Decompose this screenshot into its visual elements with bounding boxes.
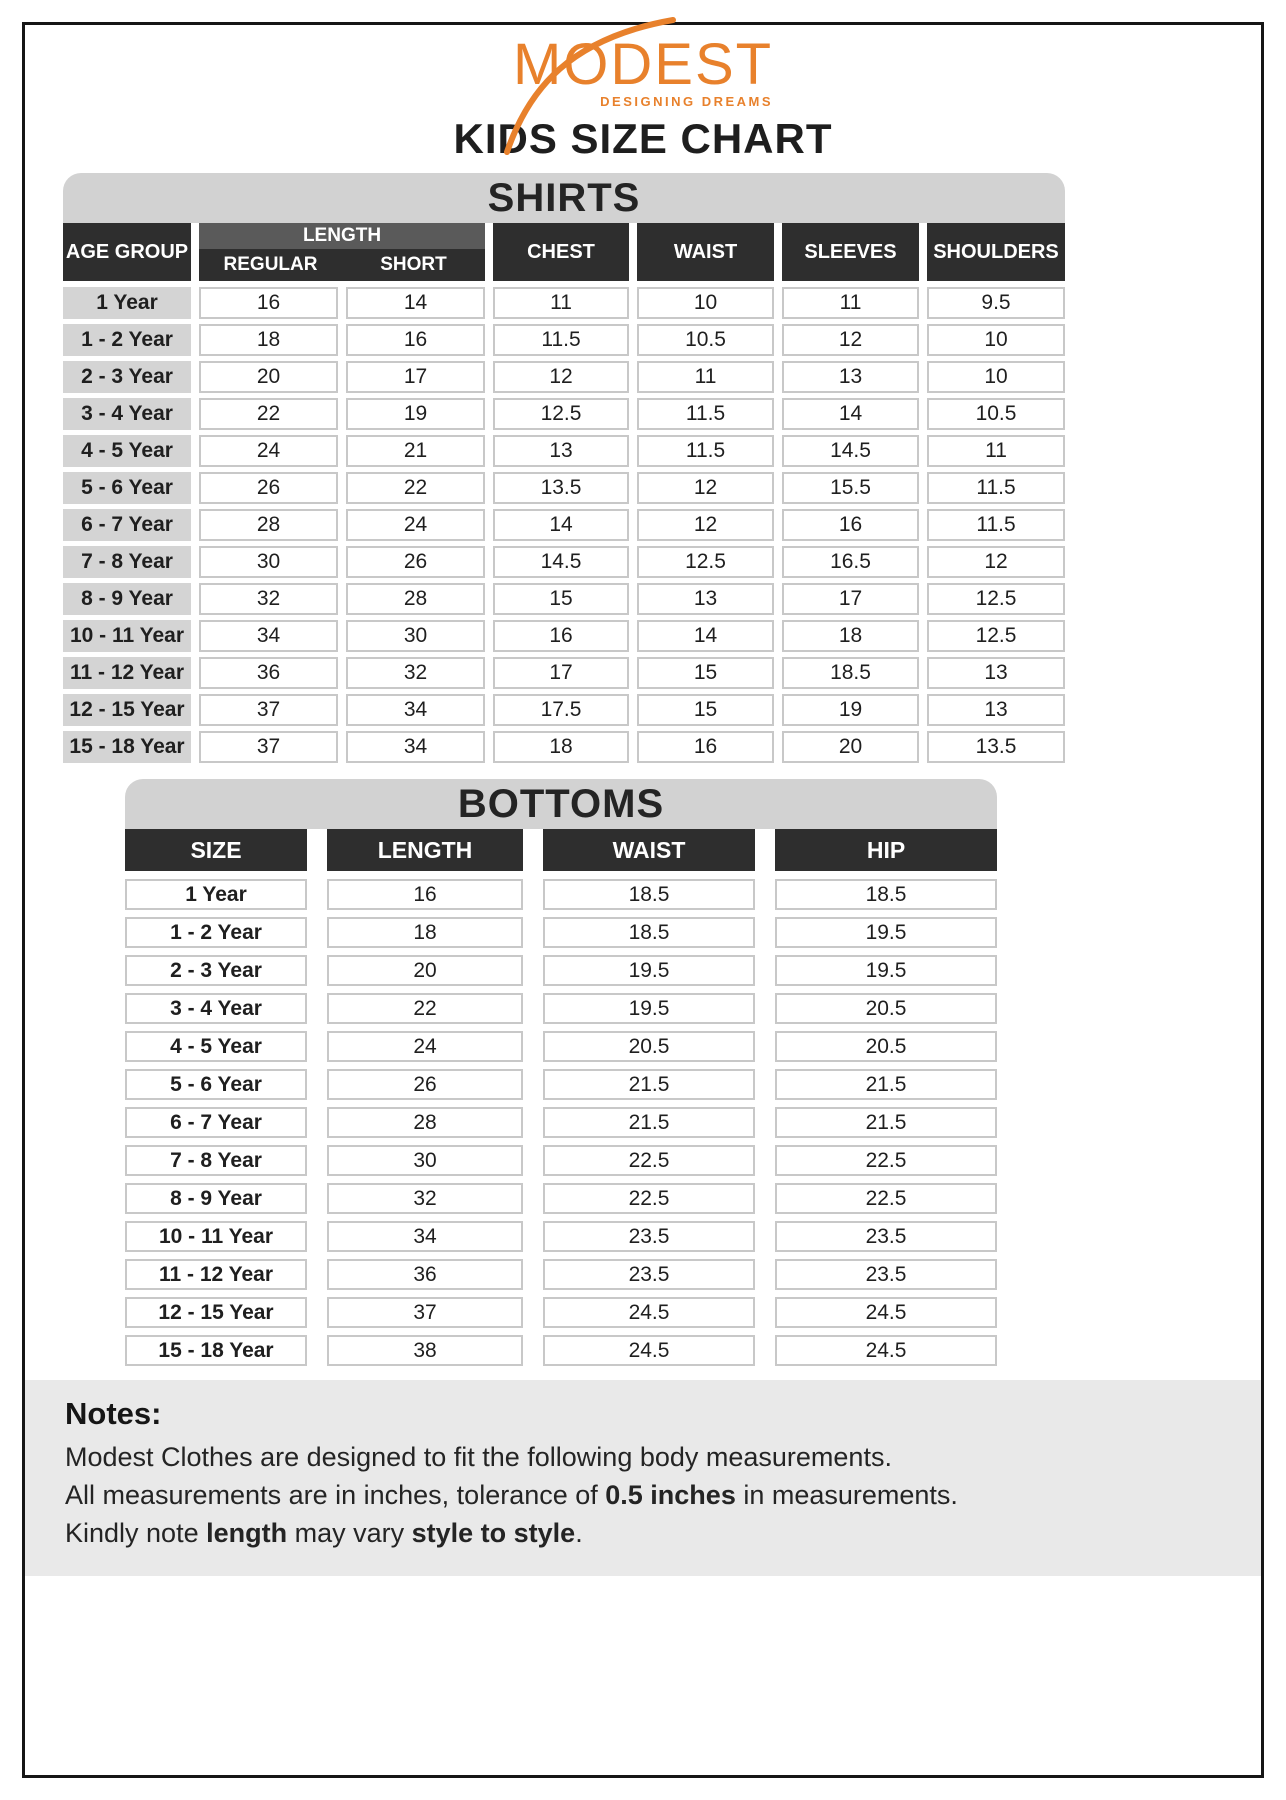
shirts-chest-cell: 15 (493, 583, 629, 615)
shirts-age-cell: 4 - 5 Year (63, 435, 191, 467)
shirts-short-cell: 26 (346, 546, 485, 578)
shirts-sleeves-cell: 14 (782, 398, 919, 430)
shirts-header-row (63, 223, 1065, 281)
shirts-waist-cell: 11.5 (637, 435, 774, 467)
shirts-sleeves-cell: 14.5 (782, 435, 919, 467)
shirts-short-cell: 19 (346, 398, 485, 430)
shirts-age-cell: 10 - 11 Year (63, 620, 191, 652)
shirts-chest-cell: 13.5 (493, 472, 629, 504)
shirts-age-cell: 1 - 2 Year (63, 324, 191, 356)
shirts-table-body (63, 287, 1065, 763)
bottoms-hip-cell: 20.5 (775, 1031, 997, 1062)
bottoms-size-cell: 10 - 11 Year (125, 1221, 307, 1252)
shirts-shoulders-cell: 11.5 (927, 472, 1065, 504)
bottoms-length-cell: 30 (327, 1145, 523, 1176)
shirts-chest-cell: 14.5 (493, 546, 629, 578)
shirts-sleeves-cell: 19 (782, 694, 919, 726)
shirts-regular-cell: 30 (199, 546, 338, 578)
brand-header (0, 0, 1286, 163)
shirts-shoulders-cell: 11 (927, 435, 1065, 467)
shirts-section-banner (63, 173, 1065, 223)
shirts-waist-cell: 10 (637, 287, 774, 319)
shirts-waist-cell: 12 (637, 509, 774, 541)
bottoms-length-cell: 34 (327, 1221, 523, 1252)
bottoms-length-cell: 38 (327, 1335, 523, 1366)
bottoms-waist-cell: 19.5 (543, 955, 755, 986)
notes-line-3-p2: may vary (287, 1518, 412, 1548)
shirts-waist-cell: 10.5 (637, 324, 774, 356)
bottoms-hip-cell: 22.5 (775, 1145, 997, 1176)
brand-name: MODEST (512, 32, 774, 97)
shirts-waist-cell: 12.5 (637, 546, 774, 578)
shirts-chest-cell: 18 (493, 731, 629, 763)
notes-title: Notes: (65, 1396, 162, 1431)
notes-line-3-b2: style to style (411, 1518, 576, 1548)
shirts-short-cell: 24 (346, 509, 485, 541)
shirts-regular-cell: 24 (199, 435, 338, 467)
notes-line-1 (65, 1438, 1231, 1476)
bottoms-section-title: BOTTOMS (457, 781, 665, 826)
bottoms-waist-cell: 18.5 (543, 917, 755, 948)
notes-line-3 (65, 1514, 1231, 1552)
shirts-header-length-subrow (199, 249, 485, 281)
bottoms-hip-cell: 20.5 (775, 993, 997, 1024)
bottoms-waist-cell: 24.5 (543, 1297, 755, 1328)
shirts-sleeves-cell: 12 (782, 324, 919, 356)
notes-line-2-pre: All measurements are in inches, tolerance of (65, 1480, 606, 1510)
shirts-chest-cell: 11 (493, 287, 629, 319)
notes-line-2-post: in measurements. (735, 1480, 958, 1510)
shirts-short-cell: 30 (346, 620, 485, 652)
shirts-header-shoulders: SHOULDERS (927, 223, 1065, 281)
bottoms-size-cell: 3 - 4 Year (125, 993, 307, 1024)
notes-line-2 (65, 1476, 1231, 1514)
shirts-waist-cell: 15 (637, 694, 774, 726)
shirts-regular-cell: 37 (199, 694, 338, 726)
bottoms-hip-cell: 22.5 (775, 1183, 997, 1214)
bottoms-length-cell: 16 (327, 879, 523, 910)
bottoms-hip-cell: 21.5 (775, 1107, 997, 1138)
notes-line-2-bold: 0.5 inches (605, 1480, 736, 1510)
shirts-waist-cell: 14 (637, 620, 774, 652)
notes-line-1-text: Modest Clothes are designed to fit the following body measurements. (65, 1442, 892, 1472)
shirts-regular-cell: 16 (199, 287, 338, 319)
shirts-short-cell: 17 (346, 361, 485, 393)
bottoms-header-length: LENGTH (327, 829, 523, 871)
notes-line-3-b1: length (206, 1518, 288, 1548)
bottoms-header-row (125, 829, 997, 871)
bottoms-waist-cell: 21.5 (543, 1069, 755, 1100)
shirts-short-cell: 14 (346, 287, 485, 319)
bottoms-table-body (125, 879, 997, 1366)
bottoms-waist-cell: 21.5 (543, 1107, 755, 1138)
bottoms-size-cell: 1 - 2 Year (125, 917, 307, 948)
shirts-chest-cell: 16 (493, 620, 629, 652)
shirts-age-cell: 6 - 7 Year (63, 509, 191, 541)
shirts-sleeves-cell: 20 (782, 731, 919, 763)
shirts-shoulders-cell: 13 (927, 694, 1065, 726)
brand-logo (513, 34, 773, 109)
bottoms-waist-cell: 24.5 (543, 1335, 755, 1366)
shirts-header-length: LENGTH (199, 223, 485, 249)
shirts-chest-cell: 14 (493, 509, 629, 541)
shirts-chest-cell: 13 (493, 435, 629, 467)
bottoms-length-cell: 32 (327, 1183, 523, 1214)
bottoms-table (125, 779, 997, 1366)
shirts-age-cell: 3 - 4 Year (63, 398, 191, 430)
shirts-regular-cell: 34 (199, 620, 338, 652)
shirts-sleeves-cell: 18.5 (782, 657, 919, 689)
bottoms-header-waist: WAIST (543, 829, 755, 871)
shirts-waist-cell: 15 (637, 657, 774, 689)
shirts-regular-cell: 20 (199, 361, 338, 393)
logo-swoosh-icon (495, 12, 695, 160)
shirts-short-cell: 16 (346, 324, 485, 356)
shirts-header-regular: REGULAR (223, 254, 318, 275)
shirts-chest-cell: 12.5 (493, 398, 629, 430)
bottoms-length-cell: 22 (327, 993, 523, 1024)
shirts-table (63, 173, 1065, 763)
shirts-shoulders-cell: 10 (927, 361, 1065, 393)
bottoms-size-cell: 15 - 18 Year (125, 1335, 307, 1366)
shirts-sleeves-cell: 18 (782, 620, 919, 652)
bottoms-header-size: SIZE (125, 829, 307, 871)
bottoms-hip-cell: 18.5 (775, 879, 997, 910)
shirts-chest-cell: 11.5 (493, 324, 629, 356)
shirts-regular-cell: 37 (199, 731, 338, 763)
shirts-waist-cell: 11.5 (637, 398, 774, 430)
page-title: KIDS SIZE CHART (453, 115, 833, 162)
shirts-header-short: SHORT (380, 254, 447, 275)
shirts-age-cell: 8 - 9 Year (63, 583, 191, 615)
shirts-age-cell: 12 - 15 Year (63, 694, 191, 726)
shirts-chest-cell: 17 (493, 657, 629, 689)
bottoms-hip-cell: 23.5 (775, 1259, 997, 1290)
bottoms-length-cell: 28 (327, 1107, 523, 1138)
shirts-section-title: SHIRTS (487, 175, 641, 220)
shirts-sleeves-cell: 16.5 (782, 546, 919, 578)
bottoms-header-hip: HIP (775, 829, 997, 871)
bottoms-size-cell: 12 - 15 Year (125, 1297, 307, 1328)
shirts-regular-cell: 26 (199, 472, 338, 504)
notes-line-3-p3: . (575, 1518, 583, 1548)
shirts-age-cell: 5 - 6 Year (63, 472, 191, 504)
bottoms-waist-cell: 23.5 (543, 1221, 755, 1252)
bottoms-size-cell: 2 - 3 Year (125, 955, 307, 986)
shirts-regular-cell: 22 (199, 398, 338, 430)
bottoms-size-cell: 1 Year (125, 879, 307, 910)
shirts-shoulders-cell: 12.5 (927, 583, 1065, 615)
shirts-sleeves-cell: 13 (782, 361, 919, 393)
shirts-short-cell: 34 (346, 731, 485, 763)
shirts-header-age-group: AGE GROUP (63, 223, 191, 281)
bottoms-hip-cell: 24.5 (775, 1297, 997, 1328)
bottoms-hip-cell: 19.5 (775, 917, 997, 948)
bottoms-length-cell: 37 (327, 1297, 523, 1328)
shirts-regular-cell: 32 (199, 583, 338, 615)
bottoms-waist-cell: 22.5 (543, 1183, 755, 1214)
shirts-waist-cell: 11 (637, 361, 774, 393)
bottoms-waist-cell: 18.5 (543, 879, 755, 910)
shirts-age-cell: 11 - 12 Year (63, 657, 191, 689)
shirts-header-sleeves: SLEEVES (782, 223, 919, 281)
shirts-short-cell: 34 (346, 694, 485, 726)
shirts-shoulders-cell: 9.5 (927, 287, 1065, 319)
shirts-age-cell: 7 - 8 Year (63, 546, 191, 578)
shirts-chest-cell: 17.5 (493, 694, 629, 726)
shirts-regular-cell: 28 (199, 509, 338, 541)
bottoms-section-banner (125, 779, 997, 829)
shirts-short-cell: 21 (346, 435, 485, 467)
bottoms-length-cell: 26 (327, 1069, 523, 1100)
bottoms-size-cell: 7 - 8 Year (125, 1145, 307, 1176)
shirts-age-cell: 2 - 3 Year (63, 361, 191, 393)
shirts-shoulders-cell: 13.5 (927, 731, 1065, 763)
shirts-age-cell: 1 Year (63, 287, 191, 319)
shirts-short-cell: 22 (346, 472, 485, 504)
bottoms-waist-cell: 22.5 (543, 1145, 755, 1176)
shirts-sleeves-cell: 16 (782, 509, 919, 541)
shirts-age-cell: 15 - 18 Year (63, 731, 191, 763)
shirts-shoulders-cell: 10 (927, 324, 1065, 356)
bottoms-hip-cell: 24.5 (775, 1335, 997, 1366)
shirts-header-waist: WAIST (637, 223, 774, 281)
shirts-short-cell: 32 (346, 657, 485, 689)
bottoms-length-cell: 18 (327, 917, 523, 948)
shirts-header-chest: CHEST (493, 223, 629, 281)
bottoms-length-cell: 24 (327, 1031, 523, 1062)
bottoms-waist-cell: 19.5 (543, 993, 755, 1024)
shirts-sleeves-cell: 11 (782, 287, 919, 319)
shirts-waist-cell: 13 (637, 583, 774, 615)
bottoms-waist-cell: 20.5 (543, 1031, 755, 1062)
shirts-regular-cell: 18 (199, 324, 338, 356)
bottoms-size-cell: 8 - 9 Year (125, 1183, 307, 1214)
shirts-regular-cell: 36 (199, 657, 338, 689)
bottoms-hip-cell: 19.5 (775, 955, 997, 986)
bottoms-hip-cell: 21.5 (775, 1069, 997, 1100)
notes-section (25, 1380, 1261, 1576)
bottoms-length-cell: 36 (327, 1259, 523, 1290)
shirts-sleeves-cell: 15.5 (782, 472, 919, 504)
bottoms-size-cell: 11 - 12 Year (125, 1259, 307, 1290)
shirts-waist-cell: 12 (637, 472, 774, 504)
bottoms-size-cell: 5 - 6 Year (125, 1069, 307, 1100)
shirts-shoulders-cell: 11.5 (927, 509, 1065, 541)
shirts-sleeves-cell: 17 (782, 583, 919, 615)
brand-tagline: DESIGNING DREAMS (600, 94, 774, 109)
bottoms-size-cell: 4 - 5 Year (125, 1031, 307, 1062)
shirts-shoulders-cell: 12 (927, 546, 1065, 578)
bottoms-waist-cell: 23.5 (543, 1259, 755, 1290)
shirts-header-length-block (199, 223, 485, 281)
shirts-shoulders-cell: 10.5 (927, 398, 1065, 430)
shirts-chest-cell: 12 (493, 361, 629, 393)
bottoms-length-cell: 20 (327, 955, 523, 986)
shirts-shoulders-cell: 13 (927, 657, 1065, 689)
shirts-waist-cell: 16 (637, 731, 774, 763)
shirts-short-cell: 28 (346, 583, 485, 615)
bottoms-hip-cell: 23.5 (775, 1221, 997, 1252)
notes-line-3-p1: Kindly note (65, 1518, 207, 1548)
bottoms-size-cell: 6 - 7 Year (125, 1107, 307, 1138)
shirts-shoulders-cell: 12.5 (927, 620, 1065, 652)
